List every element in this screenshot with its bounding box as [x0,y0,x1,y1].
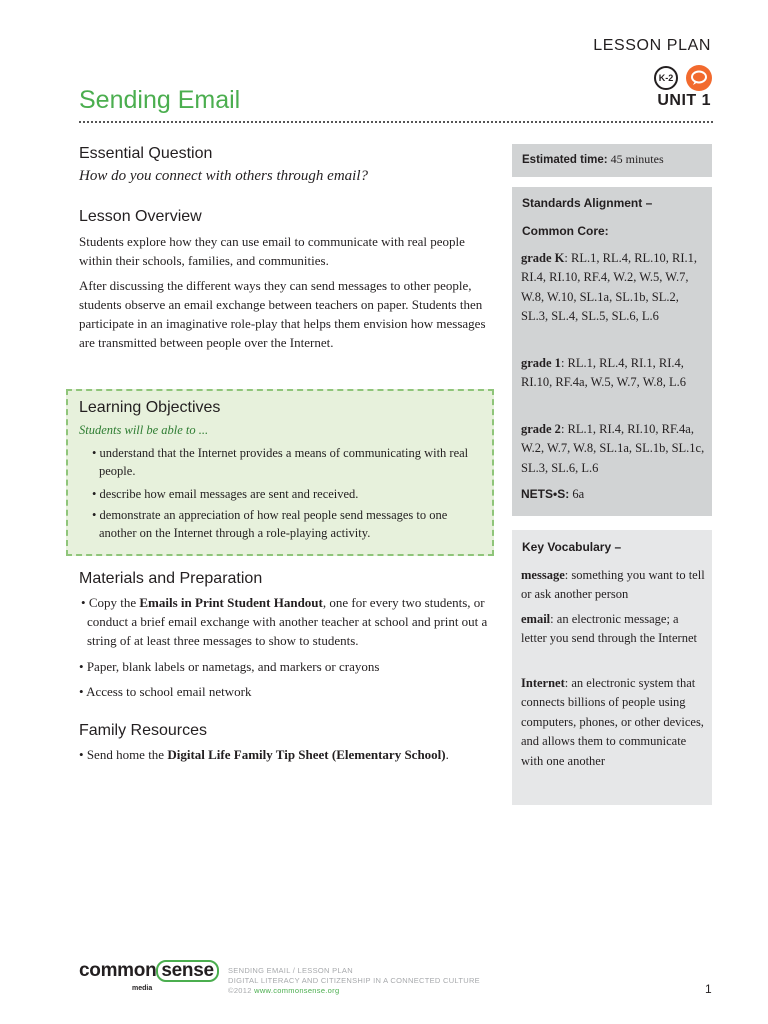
learning-objectives-heading: Learning Objectives [79,399,221,416]
unit-label: UNIT 1 [657,92,711,109]
footer-line-2: DIGITAL LITERACY AND CITIZENSHIP IN A CONNECTED CULTURE [228,976,480,985]
objectives-intro: Students will be able to ... [79,423,209,437]
logo-subtitle: media [132,985,153,992]
vocabulary-item: Internet: an electronic system that connects billions of people using computers, phones, or other devices, and allows them to communicate with one another [521,676,704,768]
footer-url-link[interactable]: www.commonsense.org [254,986,340,995]
standards-nets: NETS•S: 6a [521,487,585,501]
objective-item: • demonstrate an appreciation of how real people send messages to one another on the Internet through a role-playing activity. [92,508,448,540]
lesson-overview-heading: Lesson Overview [79,208,202,225]
vocabulary-item: message: something you want to tell or ask another person [521,568,705,602]
header-divider [79,121,713,123]
page-number: 1 [705,982,712,996]
objective-item: • understand that the Internet provides a means of communicating with real people. [92,446,469,478]
materials-item: • Paper, blank labels or nametags, and markers or crayons [79,659,380,674]
standards-heading: Standards Alignment – [522,196,653,210]
standards-grade-2: grade 2: RL.1, RI.4, RI.10, RF.4a, W.2, W.7, W.8, SL.1a, SL.1b, SL.1c, SL.3, SL.6, L.6 [521,422,705,475]
lesson-plan-label: LESSON PLAN [593,37,711,54]
standards-grade-1: grade 1: RL.1, RL.4, RI.1, RI.4, RI.10, RF.4a, W.5, W.7, W.8, L.6 [521,356,686,390]
grade-badge: K-2 [654,66,678,90]
tip-sheet-title: Digital Life Family Tip Sheet (Elementary School) [167,747,446,762]
footer-line-3: ©2012 www.commonsense.org [228,986,340,995]
materials-item: • Access to school email network [79,684,252,699]
common-sense-logo: common sense [79,960,219,982]
common-core-heading: Common Core: [522,224,609,238]
vocabulary-item: email: an electronic message; a letter you send through the Internet [521,612,697,646]
overview-paragraph-1: Students explore how they can use email to communicate with real people within their schools, families, and communities. [79,234,465,268]
family-resources-item: • Send home the Digital Life Family Tip Sheet (Elementary School). [79,747,449,762]
materials-item: • Copy the Emails in Print Student Handout, one for every two students, or conduct a brief email exchange with another teacher at school and print out a string of at least three messages to show to students. [81,595,488,648]
essential-question-text: How do you connect with others through email? [79,168,368,184]
objective-item: • describe how email messages are sent and received. [92,487,359,501]
essential-question-heading: Essential Question [79,145,213,162]
chat-bubble-icon [686,65,712,91]
standards-grade-k: grade K: RL.1, RL.4, RL.10, RI.1, RI.4, RI.10, RF.4, W.2, W.5, W.7, W.8, W.10, SL.1a, SL.1b, SL.2, SL.3, SL.4, SL.5, SL.6, L.6 [521,251,698,324]
family-resources-heading: Family Resources [79,722,208,739]
materials-heading: Materials and Preparation [79,570,263,587]
footer-line-1: SENDING EMAIL / LESSON PLAN [228,966,353,975]
student-handout-title: Emails in Print Student Handout [139,595,323,610]
page-title: Sending Email [79,86,241,114]
overview-paragraph-2: After discussing the different ways they can send messages to other people, students observe an email exchange between teachers on paper. Students then participate in an imaginative role-play that helps them envision how messages are transmitted between people over the Internet. [79,278,486,350]
vocabulary-heading: Key Vocabulary – [522,540,622,554]
estimated-time: Estimated time: 45 minutes [522,152,664,166]
